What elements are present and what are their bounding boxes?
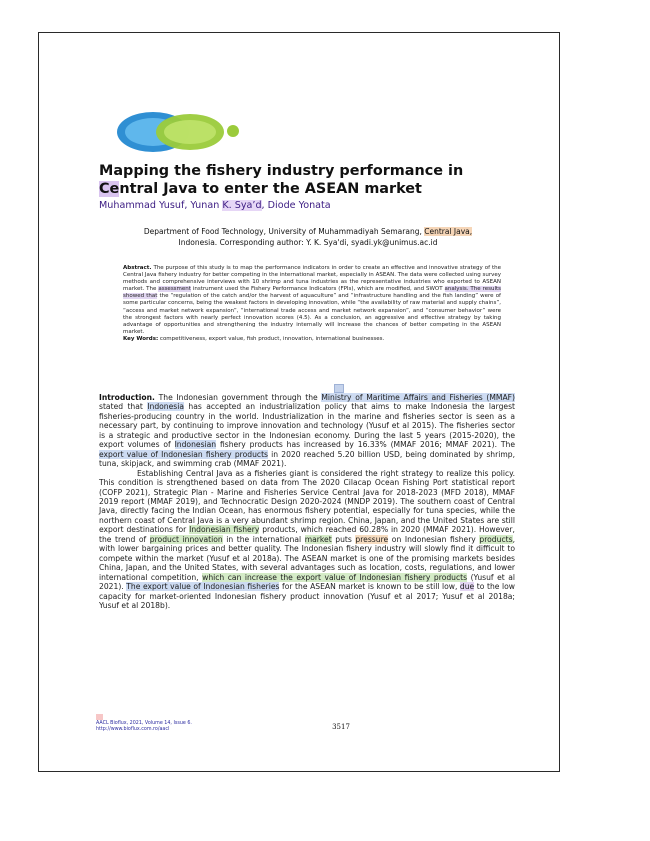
paragraph-2: Establishing Central Java as a fisheries giant is considered the right strategy to realize this policy. This condition is strengthened based on data from The 2020 Cilacap Ocean Fishing Port statistical report (COFP 2021), Strategic Plan - Marine and Fisheries Service Central Java for 2018-2023 (MFD 2018), MMAF 2019 report (MMAF 2019), and Technocratic Design 2020-2024 (MNDP 2019). The southern coast of Central Java, directly facing the Indian Ocean, has enormous fishery potential, especially for tuna species, while the northern coast of Central Java is a very abundant shrimp region. China, Japan, and the United States are still export destinations for Indonesian fishery products, which reached 60.28% in 2020 (MMAF 2021). However, the trend of product innovation in the international market puts pressure on Indonesian fishery products, with lower bargaining prices and better quality. The Indonesian fishery industry will slowly find it difficult to compete within the market (Yusuf et al 2018a). The ASEAN market is one of the promising markets besides China, Japan, and the United States, with several advantages such as location, costs, regulations, and lower international competition, which can increase the export value of Indonesian fishery products (Yusuf et al 2021). The export value of Indonesian fisheries for the ASEAN market is known to be still low, due to the low capacity for market-oriented Indonesian fishery product innovation (Yusuf et al 2017; Yusuf et al 2018a; Yusuf et al 2018b).: [99, 468, 516, 610]
footer-marker: [96, 714, 103, 720]
abstract: Abstract. The purpose of this study is to map the performance indicators in order to create an effective and innovative strategy of the Central Java fishery industry for better competing in the international market, especially in ASEAN. The data were collected using survey methods and comprehensive interviews with 10 shrimp and tuna industries as the representative industries who exported to ASEAN market. The assessment instrument used the Fishery Performance Indicators (FPIs), which are modified, and SWOT analysis. The results showed that the “regulation of the catch and/or the harvest of aquaculture” and “infrastructure handling and the fish landing” were of some particular concerns, being the weakest factors in developing innovation, while “the availability of raw material and supply chains”, “access and market network expansion”, “international trade access and market network expansion”, and “consumer behavior” were the strongest factors with nearly perfect innovation scores (4.5). As a conclusion, an aggressive and effective strategy by taking advantage of opportunities and strengthening the industry internally will increase the chances of better competing in the ASEAN market. Key Words: competitiveness, export value, fish product, innovation, international businesses.: [123, 265, 501, 342]
keywords-label: Key Words:: [123, 335, 159, 342]
paragraph-1: Introduction. The Indonesian government through the Ministry of Maritime Affairs and Fisheries (MMAF) stated that Indonesia has accepted an industrialization policy that aims to make Indonesia the largest fisheries-producing country in the world. Industrialization in the marine and fisheries sector is seen as a necessary part, by continuing to improve innovation and technology (Yusuf et al 2015). The fisheries sector is a strategic and productive sector in the Indonesian economy. During the last 5 years (2015-2020), the export volumes of Indonesian fishery products has increased by 16.33% (MMAF 2016; MMAF 2021). The export value of Indonesian fishery products in 2020 reached 5.20 billion USD, being dominated by shrimp, tuna, skipjack, and swimming crab (MMAF 2021).: [99, 393, 516, 469]
document-page: [38, 32, 560, 772]
page-number: 3517: [332, 723, 350, 731]
keywords: competitiveness, export value, fish product, innovation, international businesses.: [158, 335, 385, 342]
page-footer: AACL Bioflux, 2021, Volume 14, Issue 6. http://www.bioflux.com.ro/aacl: [96, 721, 192, 733]
introduction-label: Introduction.: [99, 393, 155, 402]
author-affiliation: Department of Food Technology, University of Muhammadiyah Semarang, Central Java, Indonesia. Corresponding author: Y. K. Sya'di, syadi.yk@unimus.ac.id: [143, 227, 473, 247]
paper-title: Mapping the fishery industry performance in Central Java to enter the ASEAN market: [99, 163, 464, 197]
journal-logo: [105, 104, 245, 164]
paper-authors: Muhammad Yusuf, Yunan K. Sya’d, Diode Yonata: [99, 200, 331, 211]
journal-link[interactable]: http://www.bioflux.com.ro/aacl: [96, 727, 170, 733]
introduction-section: [99, 393, 515, 610]
annotation-marker[interactable]: [334, 384, 344, 393]
abstract-label: Abstract.: [123, 265, 152, 271]
